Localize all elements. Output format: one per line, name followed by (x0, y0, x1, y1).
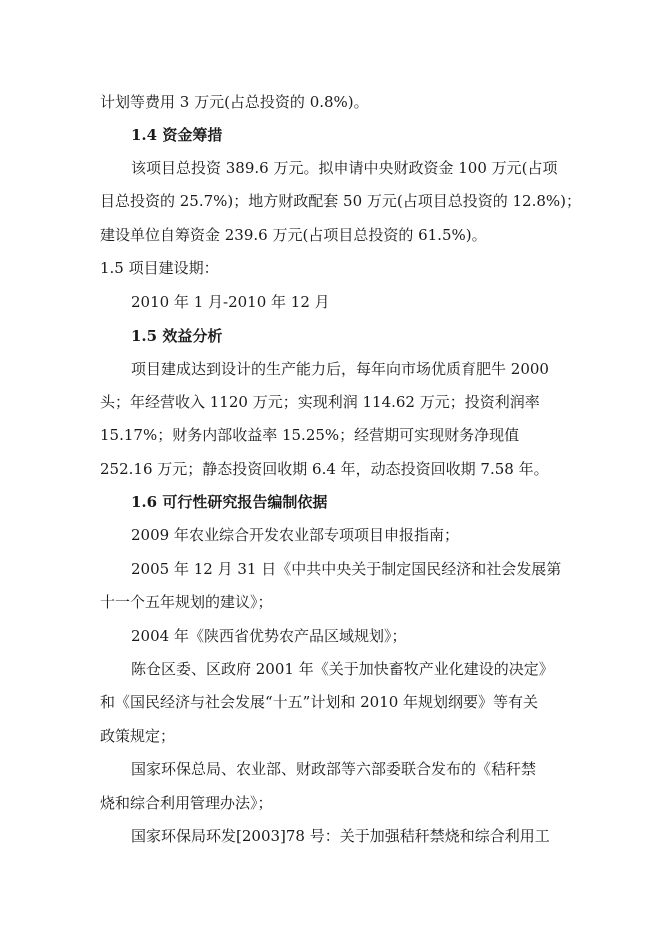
text-line: 和《国民经济与社会发展“十五”计划和 2010 年规划纲要》等有关 (100, 693, 539, 711)
text-line: 国家环保总局、农业部、财政部等六部委联合发布的《秸秆禁 (131, 760, 537, 778)
text-line: 头；年经营收入 1120 万元；实现利润 114.62 万元；投资利润率 (100, 393, 540, 411)
text-line: 国家环保局环发[2003]78 号：关于加强秸秆禁烧和综合利用工 (131, 827, 550, 845)
text-line: 252.16 万元；静态投资回收期 6.4 年，动态投资回收期 7.58 年。 (100, 460, 549, 478)
text-line: 2009 年农业综合开发农业部专项项目申报指南； (131, 526, 459, 544)
text-line: 政策规定； (100, 727, 176, 745)
text-line: 2005 年 12 月 31 日《中共中央关于制定国民经济和社会发展第 (131, 560, 562, 578)
text-line: 该项目总投资 389.6 万元。拟申请中央财政资金 100 万元(占项 (131, 159, 558, 177)
text-line: 目总投资的 25.7%)；地方财政配套 50 万元(占项目总投资的 12.8%)； (100, 192, 582, 210)
text-line: 项目建成达到设计的生产能力后，每年向市场优质育肥牛 2000 (131, 360, 549, 378)
text-line: 2004 年《陕西省优势农产品区域规划》； (131, 627, 407, 645)
section-heading-1-6: 1.6 可行性研究报告编制依据 (131, 493, 328, 511)
text-line: 十一个五年规划的建议》； (100, 593, 273, 611)
section-heading-1-4: 1.4 资金筹措 (131, 126, 223, 144)
section-heading-1-5-period: 1.5 项目建设期： (100, 259, 219, 277)
text-line: 15.17%；财务内部收益率 15.25%；经营期可实现财务净现值 (100, 426, 520, 444)
section-heading-1-5-benefit: 1.5 效益分析 (131, 327, 223, 345)
text-line: 建设单位自筹资金 239.6 万元(占项目总投资的 61.5%)。 (100, 226, 487, 244)
text-line: 2010 年 1 月-2010 年 12 月 (131, 293, 330, 311)
text-line: 陈仓区委、区政府 2001 年《关于加快畜牧产业化建设的决定》 (131, 660, 554, 678)
text-line: 烧和综合利用管理办法》； (100, 794, 273, 812)
text-line: 计划等费用 3 万元(占总投资的 0.8%)。 (100, 93, 369, 111)
